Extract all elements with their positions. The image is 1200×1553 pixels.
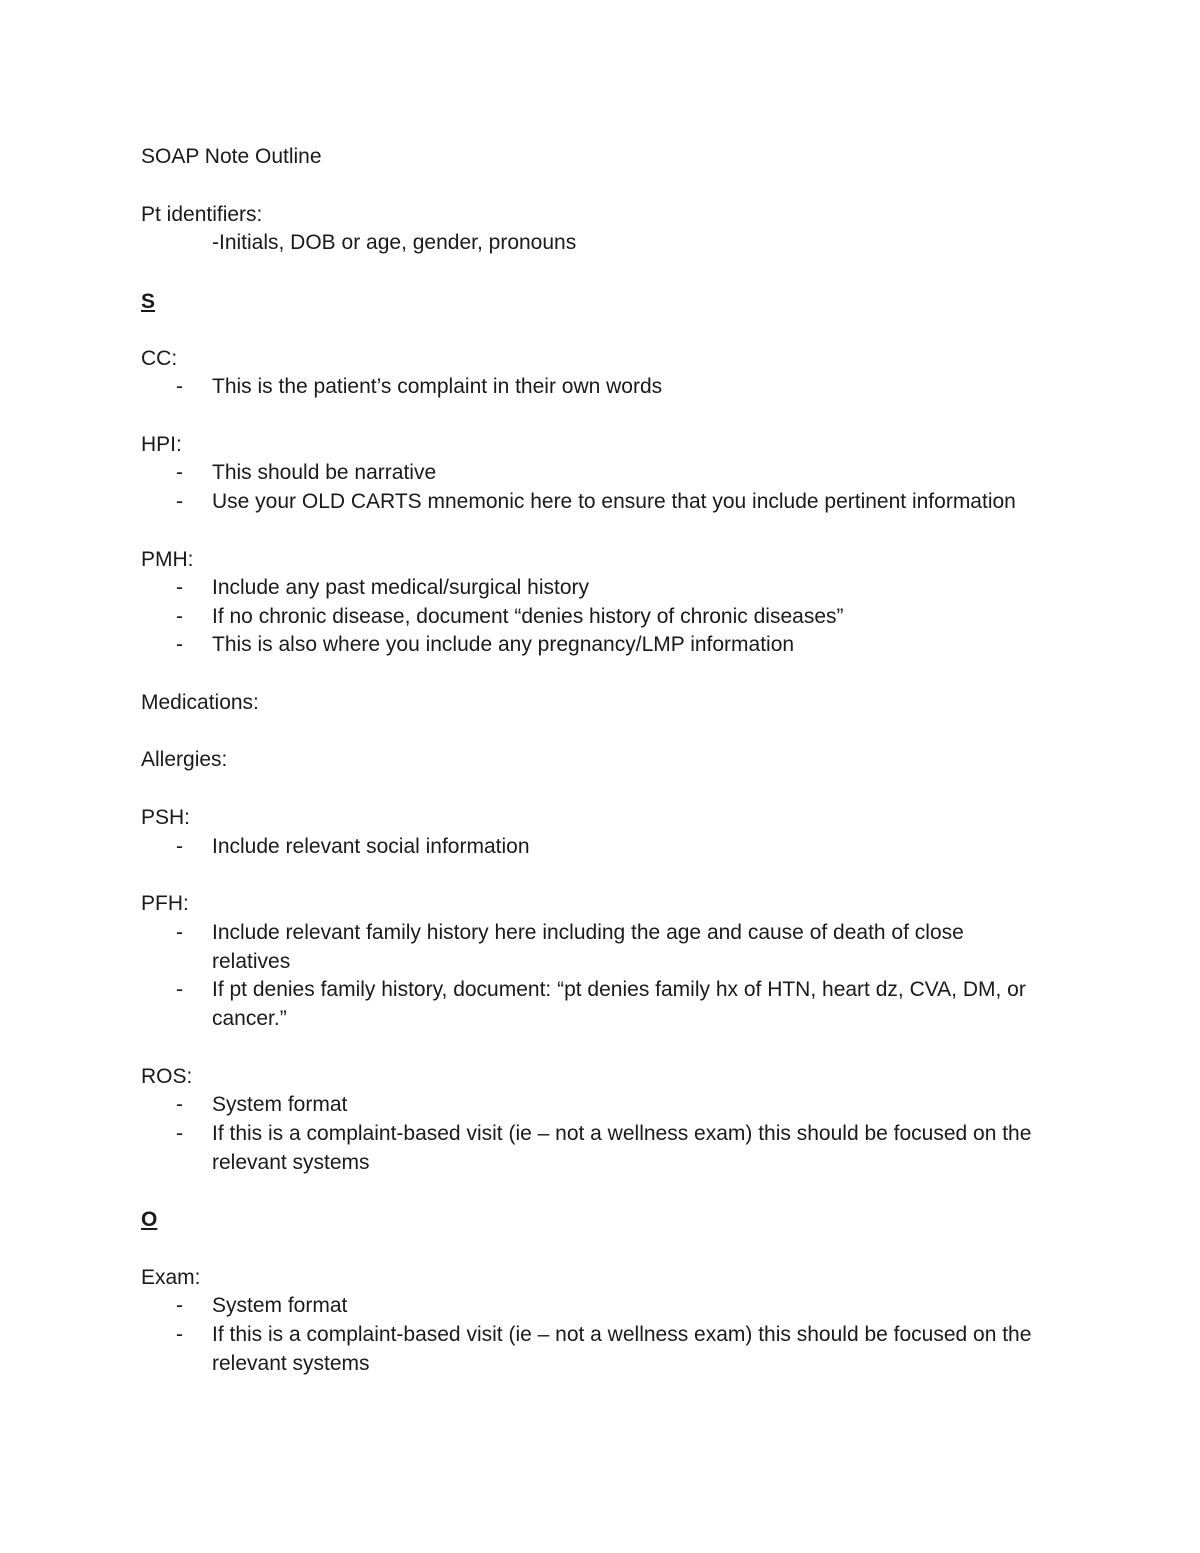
pmh-item: If no chronic disease, document “denies history of chronic diseases” [212,605,844,628]
pfh-item-line: cancer.” [212,1007,287,1030]
bullet-dash: - [176,633,183,656]
ros-label: ROS: [141,1065,193,1088]
exam-item-line: relevant systems [212,1352,370,1375]
bullet-dash: - [176,835,183,858]
section-s-heading: S [141,290,156,313]
bullet-dash: - [176,1122,183,1145]
pfh-item-line: Include relevant family history here including the age and cause of death of close [212,921,964,944]
pfh-item-line: relatives [212,950,291,973]
bullet-dash: - [176,605,183,628]
ros-item-line: relevant systems [212,1151,370,1174]
ros-item-line: If this is a complaint-based visit (ie – not a wellness exam) this should be focused on the [212,1122,1032,1145]
exam-item-line: If this is a complaint-based visit (ie – not a wellness exam) this should be focused on the [212,1323,1032,1346]
medications-label: Medications: [141,691,259,714]
bullet-dash: - [176,375,183,398]
exam-label: Exam: [141,1266,201,1289]
pfh-item-line: If pt denies family history, document: “pt denies family hx of HTN, heart dz, CVA, DM, or [212,978,1026,1001]
bullet-dash: - [176,921,183,944]
cc-item: This is the patient’s complaint in their own words [212,375,663,398]
hpi-item: Use your OLD CARTS mnemonic here to ensure that you include pertinent information [212,490,1016,513]
bullet-dash: - [176,1323,183,1346]
psh-label: PSH: [141,806,191,829]
bullet-dash: - [176,1294,183,1317]
psh-item: Include relevant social information [212,835,530,858]
bullet-dash: - [176,490,183,513]
cc-label: CC: [141,347,178,370]
bullet-dash: - [176,1093,183,1116]
document-title: SOAP Note Outline [141,145,322,168]
pfh-label: PFH: [141,892,189,915]
pt-identifiers-label: Pt identifiers: [141,203,263,226]
exam-item: System format [212,1294,348,1317]
ros-item: System format [212,1093,348,1116]
allergies-label: Allergies: [141,748,228,771]
hpi-item: This should be narrative [212,461,437,484]
hpi-label: HPI: [141,433,182,456]
pmh-item: Include any past medical/surgical history [212,576,590,599]
bullet-dash: - [176,978,183,1001]
pt-identifiers-text: -Initials, DOB or age, gender, pronouns [212,231,577,254]
bullet-dash: - [176,576,183,599]
section-o-heading: O [141,1208,158,1231]
bullet-dash: - [176,461,183,484]
pmh-item: This is also where you include any pregnancy/LMP information [212,633,795,656]
pmh-label: PMH: [141,548,194,571]
